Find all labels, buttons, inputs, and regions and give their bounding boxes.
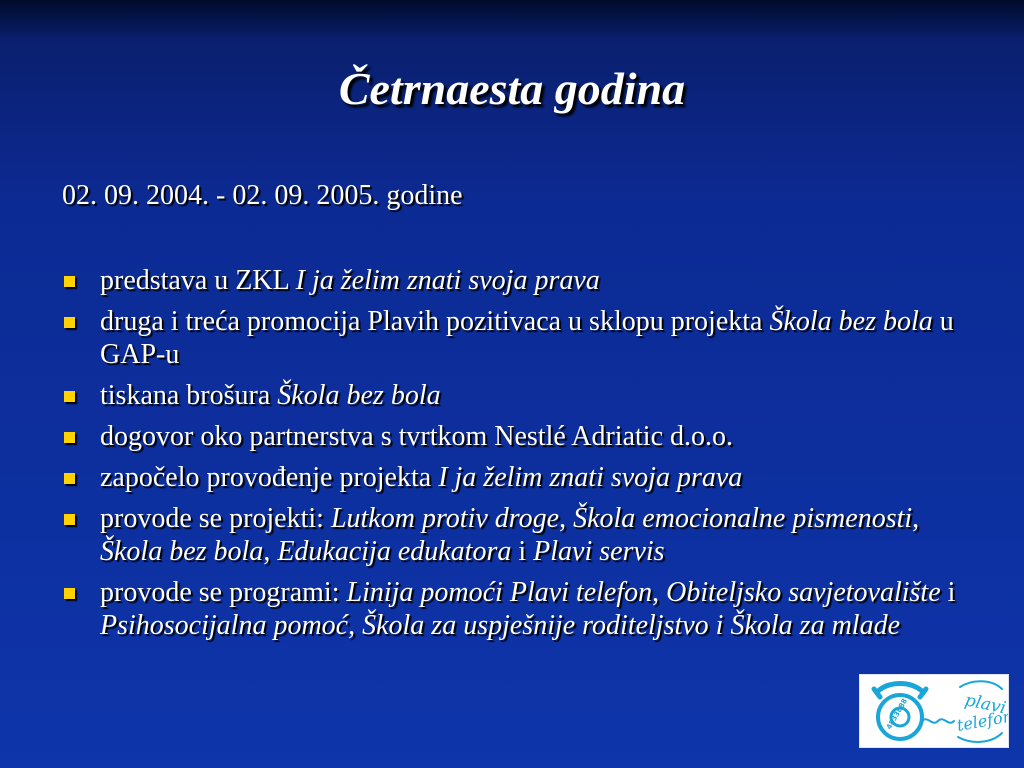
dial-digits: 4833888	[885, 697, 910, 731]
bullet-text: provode se projekti:	[100, 503, 331, 534]
slide-title: Četrnaesta godina	[338, 63, 686, 114]
bullet-square-icon	[64, 276, 75, 287]
plavi-telefon-logo	[860, 675, 1008, 747]
bullet-text-italic: Plavi servis	[533, 536, 665, 567]
bullet-square-icon	[64, 473, 75, 484]
bullet-item	[62, 305, 972, 371]
bullet-text: i	[940, 577, 956, 608]
phone-logo-icon	[860, 675, 1008, 747]
bullet-square-icon	[64, 588, 75, 599]
bullet-text: ,	[559, 503, 574, 534]
bullet-text: ,	[652, 577, 667, 608]
bullet-square-icon	[64, 317, 75, 328]
bullet-square-icon	[64, 391, 75, 402]
bullet-text: ,	[263, 536, 278, 567]
bullet-text: započelo provođenje projekta	[100, 462, 439, 493]
bullet-item	[62, 502, 972, 568]
bullet-text: predstava u ZKL	[100, 265, 296, 296]
bullet-text: i	[511, 536, 534, 567]
date-range: 02. 09. 2004. - 02. 09. 2005. godine	[62, 180, 463, 211]
bullet-text-italic: Lutkom protiv droge	[330, 503, 560, 534]
bullet-text-italic: Psihosocijalna pomoć, Škola za uspješnije roditeljstvo i Škola za mlade	[100, 610, 900, 641]
bullet-text-italic: Obiteljsko savjetovalište	[666, 577, 941, 608]
bullet-item	[62, 576, 972, 642]
bullet-item	[62, 379, 972, 412]
bullet-list	[62, 264, 972, 650]
bullet-square-icon	[64, 432, 75, 443]
bullet-text: provode se programi:	[100, 577, 347, 608]
bullet-text-italic: Linija pomoći Plavi telefon	[346, 577, 653, 608]
logo-text-telefon: telefon	[955, 706, 1008, 735]
bullet-item	[62, 420, 972, 453]
bullet-item	[62, 264, 972, 297]
bullet-text: ,	[912, 503, 920, 534]
bullet-text-italic: Škola bez bola	[769, 306, 933, 337]
bullet-text: u GAP-u	[100, 306, 954, 370]
bullet-text: tiskana brošura	[100, 380, 278, 411]
bullet-text-italic: Škola bez bola	[100, 536, 264, 567]
bullet-text: druga i treća promocija Plavih pozitivaca u sklopu projekta	[100, 306, 770, 337]
bullet-text-italic: Škola emocionalne pismenosti	[573, 503, 913, 534]
bullet-text-italic: Edukacija edukatora	[277, 536, 512, 567]
bullet-text-italic: I ja želim znati svoja prava	[295, 265, 600, 296]
bullet-square-icon	[64, 514, 75, 525]
logo-text-plavi: plavi	[962, 690, 1008, 719]
bullet-item	[62, 461, 972, 494]
bullet-text: dogovor oko partnerstva s tvrtkom Nestlé Adriatic d.o.o.	[100, 421, 733, 452]
bullet-text-italic: Škola bez bola	[277, 380, 441, 411]
bullet-text-italic: I ja želim znati svoja prava	[438, 462, 743, 493]
